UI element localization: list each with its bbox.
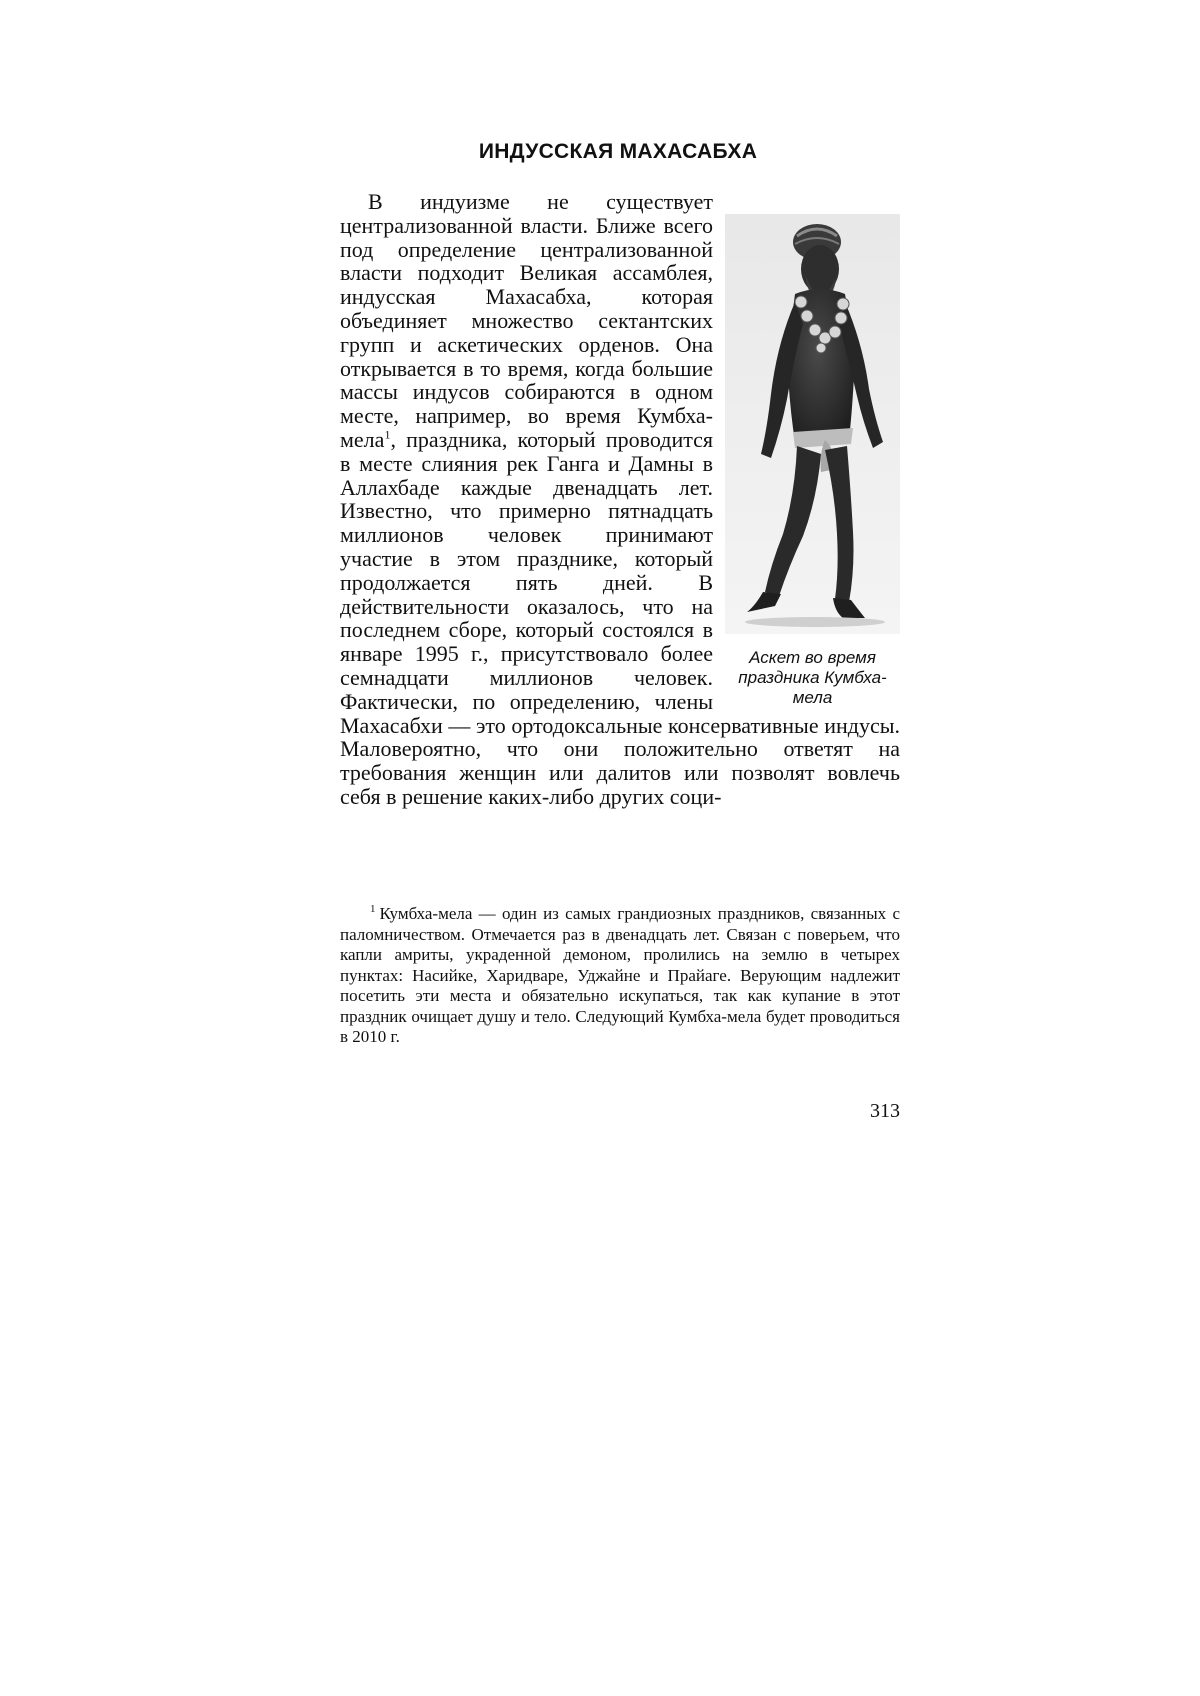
figure-caption: Аскет во время праздника Кумбха-мела <box>738 648 887 707</box>
ascetic-photo <box>725 214 900 634</box>
body-text-part1: В индуизме не существует централизованной власти. Ближе всего под определение централизованной власти подходит Великая ассамблея, индусская Махасабха, которая объединяет множество сектантских групп и аскетических орденов. Она открывается в то время, когда большие массы индусов собираются в одном месте, например, во время Кумбха-мела <box>340 189 713 452</box>
footnote <box>340 904 900 1048</box>
chapter-heading: ИНДУССКАЯ МАХАСАБХА <box>478 140 758 163</box>
footnote-reference[interactable]: 1 <box>384 427 391 442</box>
page-number: 313 <box>870 1100 900 1122</box>
footnote-text: Кумбха-мела — один из самых грандиозных праздников, связанных с паломничеством. Отмечается раз в двенадцать лет. Связан с поверьем, что капли амриты, украденной демоном, пролились на землю в четырех пунктах: Насийке, Харидваре, Уджайне и Прайаге. Верующим надлежит посетить эти места и обязательно искупаться, так как купание в этот праздник очищает душу и тело. Следующий Кумбха-мела будет проводиться в 2010 г. <box>340 904 900 1046</box>
footnote-marker: 1 <box>370 903 376 916</box>
body-text-part2: , праздника, который проводится в месте слияния рек Ганга и Дамны в Аллахбаде каждые двенадцать лет. Известно, что примерно пятнадцать миллионов человек принимают участие в этом празднике, который продолжается пять дней. В действительности оказалось, что на последнем сборе, который состоялся в январе 1995 г., присутствовало более семнадцати миллионов человек. Фактически, по определению, члены Махасабхи — это ортодоксальные консервативные индусы. Маловероятно, что они положительно ответят на требования женщин или далитов или позволят вовлечь себя в решение каких-либо других соци- <box>340 426 900 809</box>
body-paragraph <box>340 190 900 809</box>
ascetic-figure <box>725 214 900 708</box>
